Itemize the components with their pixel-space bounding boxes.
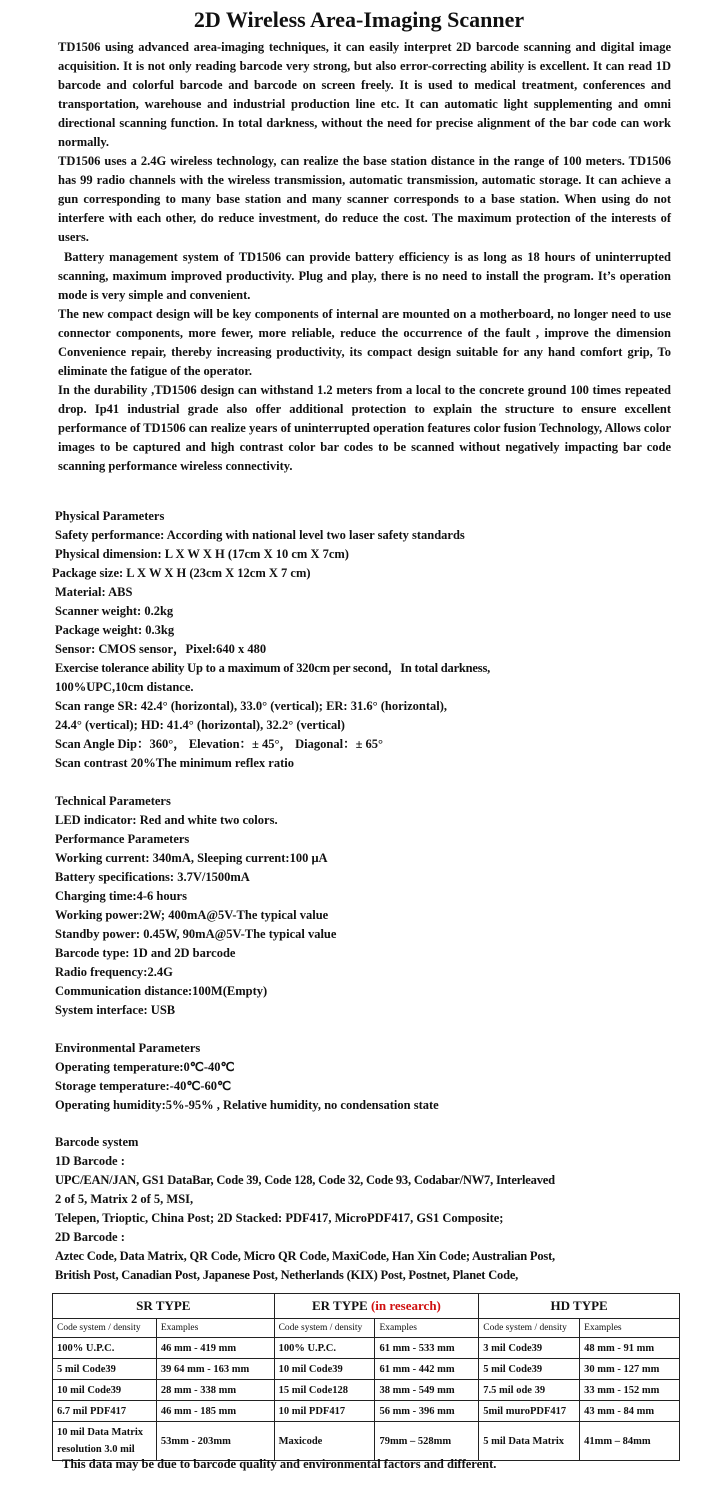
table-cell: 79mm – 528mm	[375, 1422, 479, 1461]
column-header: Examples	[156, 1319, 274, 1338]
spec-line: Telepen, Trioptic, China Post; 2D Stacked: PDF417, MicroPDF417, GS1 Composite;	[55, 1211, 504, 1225]
section-heading: Barcode system	[55, 1135, 139, 1149]
footer-note: This data may be due to barcode quality and environmental factors and different.	[62, 1457, 497, 1471]
spec-line: Radio frequency:2.4G	[55, 965, 173, 979]
spec-line: Scanner weight: 0.2kg	[55, 604, 174, 618]
table-cell: 5mil muroPDF417	[479, 1401, 580, 1422]
spec-line: Scan Angle Dip：360°， Elevation：± 45°， Diagonal：± 65°	[55, 737, 384, 751]
table-cell: 100% U.P.C.	[53, 1338, 157, 1359]
spec-line: 2 of 5, Matrix 2 of 5, MSI,	[55, 1192, 194, 1206]
barcode-system	[55, 1133, 685, 1285]
table-cell: 43 mm - 84 mm	[580, 1401, 680, 1422]
table-cell: 61 mm - 533 mm	[375, 1338, 479, 1359]
intro-paragraph: The new compact design will be key components of internal are mounted on a motherboard, no longer need to use connector components, more fewer, more reliable, reduce the occurrence of the fault , improve the dimension Convenience repair, thereby increasing productivity, its compact design suitable for any hand comfort grip, To eliminate the fatigue of the operator.	[58, 306, 671, 378]
spec-line: Storage temperature:-40℃-60℃	[55, 1079, 232, 1093]
environmental-parameters	[55, 1039, 685, 1115]
sr-type-header: SR TYPE	[53, 1294, 275, 1319]
table-cell: 33 mm - 152 mm	[580, 1380, 680, 1401]
spec-line: Operating humidity:5%-95% , Relative humidity, no condensation state	[55, 1098, 439, 1112]
technical-parameters	[55, 792, 685, 1020]
table-row	[53, 1338, 680, 1359]
spec-line: Operating temperature:0℃-40℃	[55, 1060, 235, 1074]
table-cell: Maxicode	[274, 1422, 375, 1461]
table-cell: 10 mil Data Matrix resolution 3.0 mil	[53, 1422, 157, 1461]
spec-line: Working current: 340mA, Sleeping current:100 μA	[55, 851, 328, 865]
table-cell: 53mm - 203mm	[156, 1422, 274, 1461]
section-heading: Performance Parameters	[55, 832, 190, 846]
spec-line: UPC/EAN/JAN, GS1 DataBar, Code 39, Code 128, Code 32, Code 93, Codabar/NW7, Interleaved	[55, 1173, 555, 1187]
table-row	[53, 1359, 680, 1380]
intro-paragraph: Battery management system of TD1506 can provide battery efficiency is as long as 18 hours of uninterrupted scanning, maximum improved productivity. Plug and play, there is no need to install the program. It’s operation mode is very simple and convenient.	[58, 249, 671, 302]
column-header: Code system / density	[479, 1319, 580, 1338]
column-header: Examples	[580, 1319, 680, 1338]
intro-paragraph: TD1506 using advanced area-imaging techniques, it can easily interpret 2D barcode scanning and digital image acquisition. It is not only reading barcode very strong, but also error-correcting ability is excellent. It can read 1D barcode and colorful barcode and barcode on screen freely. It is used to medical treatment, conferences and transportation, warehouse and industrial production line etc. It can automatic light supplementing and omni directional scanning function. In total darkness, without the need for precise alignment of the bar code can work normally.	[58, 40, 671, 150]
spec-line: Material: ABS	[55, 585, 133, 599]
spec-line: Scan range SR: 42.4° (horizontal), 33.0° (vertical); ER: 31.6° (horizontal),	[55, 699, 448, 713]
table-cell: 56 mm - 396 mm	[375, 1401, 479, 1422]
page-title: 2D Wireless Area-Imaging Scanner	[193, 7, 525, 32]
er-type-header	[274, 1294, 479, 1319]
spec-line: British Post, Canadian Post, Japanese Post, Netherlands (KIX) Post, Postnet, Planet Code,	[55, 1268, 519, 1282]
table-cell: 46 mm - 185 mm	[156, 1401, 274, 1422]
column-header: Examples	[375, 1319, 479, 1338]
spec-line: Scan contrast 20%The minimum reflex ratio	[55, 756, 294, 770]
table-cell: 100% U.P.C.	[274, 1338, 375, 1359]
spec-line: Sensor: CMOS sensor，Pixel:640 x 480	[55, 642, 267, 656]
table-cell: 10 mil PDF417	[274, 1401, 375, 1422]
table-cell: 61 mm - 442 mm	[375, 1359, 479, 1380]
table-cell: 6.7 mil PDF417	[53, 1401, 157, 1422]
table-subheader-row	[53, 1319, 680, 1338]
table-row	[53, 1401, 680, 1422]
table-cell: 7.5 mil ode 39	[479, 1380, 580, 1401]
spec-line: Charging time:4-6 hours	[55, 889, 187, 903]
er-type-title: ER TYPE	[311, 1298, 368, 1313]
hd-type-header: HD TYPE	[479, 1294, 680, 1319]
spec-line: Aztec Code, Data Matrix, QR Code, Micro QR Code, MaxiCode, Han Xin Code; Australian Post,	[55, 1249, 555, 1263]
table-cell: 41mm – 84mm	[580, 1422, 680, 1461]
section-heading: Environmental Parameters	[55, 1041, 201, 1055]
spec-line: 100%UPC,10cm distance.	[55, 680, 194, 694]
spec-line: Battery specifications: 3.7V/1500mA	[55, 870, 250, 884]
table-cell: 15 mil Code128	[274, 1380, 375, 1401]
spec-line: Package size: L X W X H (23cm X 12cm X 7 cm)	[52, 566, 311, 580]
table-cell: 46 mm - 419 mm	[156, 1338, 274, 1359]
section-heading: Technical Parameters	[55, 794, 171, 808]
spec-line: System interface: USB	[55, 1003, 176, 1017]
table-cell: 5 mil Data Matrix	[479, 1422, 580, 1461]
intro-paragraph: In the durability ,TD1506 design can withstand 1.2 meters from a local to the concrete ground 100 times repeated drop. Ip41 industrial grade also offer additional protection to explain the structure to ensure excellent performance of TD1506 can realize years of uninterrupted operation features color fusion Technology, Allows color images to be captured and high contrast color bar codes to be scanned without negatively impacting bar code scanning performance wireless connectivity.	[58, 382, 671, 474]
intro-text	[58, 38, 671, 476]
section-heading: Physical Parameters	[55, 509, 165, 523]
spec-line: Safety performance: According with national level two laser safety standards	[55, 528, 465, 542]
table-row	[53, 1380, 680, 1401]
table-cell: 10 mil Code39	[274, 1359, 375, 1380]
spec-line: 2D Barcode :	[55, 1230, 125, 1244]
table-cell: 48 mm - 91 mm	[580, 1338, 680, 1359]
intro-paragraph: TD1506 uses a 2.4G wireless technology, can realize the base station distance in the range of 100 meters. TD1506 has 99 radio channels with the wireless transmission, automatic transmission, automatic storage. It can achieve a gun corresponding to many base station and many scanner corresponds to a base station. When using do not interfere with each other, do reduce investment, do reduce the cost. The maximum protection of the interests of users.	[58, 154, 671, 245]
spec-line: Standby power: 0.45W, 90mA@5V-The typical value	[55, 927, 337, 941]
spec-line: Barcode type: 1D and 2D barcode	[55, 946, 236, 960]
table-cell: 10 mil Code39	[53, 1380, 157, 1401]
table-cell: 5 mil Code39	[53, 1359, 157, 1380]
table-cell: 38 mm - 549 mm	[375, 1380, 479, 1401]
table-cell: 39 64 mm - 163 mm	[156, 1359, 274, 1380]
spec-line: Package weight: 0.3kg	[55, 623, 175, 637]
table-cell: 3 mil Code39	[479, 1338, 580, 1359]
physical-parameters	[52, 507, 685, 773]
spec-line: 1D Barcode :	[55, 1154, 125, 1168]
column-header: Code system / density	[274, 1319, 375, 1338]
scan-range-table	[52, 1293, 680, 1461]
spec-line: Communication distance:100M(Empty)	[55, 984, 268, 998]
spec-line: Working power:2W; 400mA@5V-The typical value	[55, 908, 329, 922]
spec-line: Physical dimension: L X W X H (17cm X 10 cm X 7cm)	[55, 547, 349, 561]
spec-line: LED indicator: Red and white two colors.	[55, 813, 278, 827]
column-header: Code system / density	[53, 1319, 157, 1338]
table-header-row	[53, 1294, 680, 1319]
table-cell: 28 mm - 338 mm	[156, 1380, 274, 1401]
spec-line: 24.4° (vertical); HD: 41.4° (horizontal), 32.2° (vertical)	[55, 718, 345, 732]
er-type-note: (in research)	[370, 1298, 441, 1313]
spec-line: Exercise tolerance ability Up to a maximum of 320cm per second，In total darkness,	[55, 661, 491, 675]
table-cell: 30 mm - 127 mm	[580, 1359, 680, 1380]
table-cell: 5 mil Code39	[479, 1359, 580, 1380]
